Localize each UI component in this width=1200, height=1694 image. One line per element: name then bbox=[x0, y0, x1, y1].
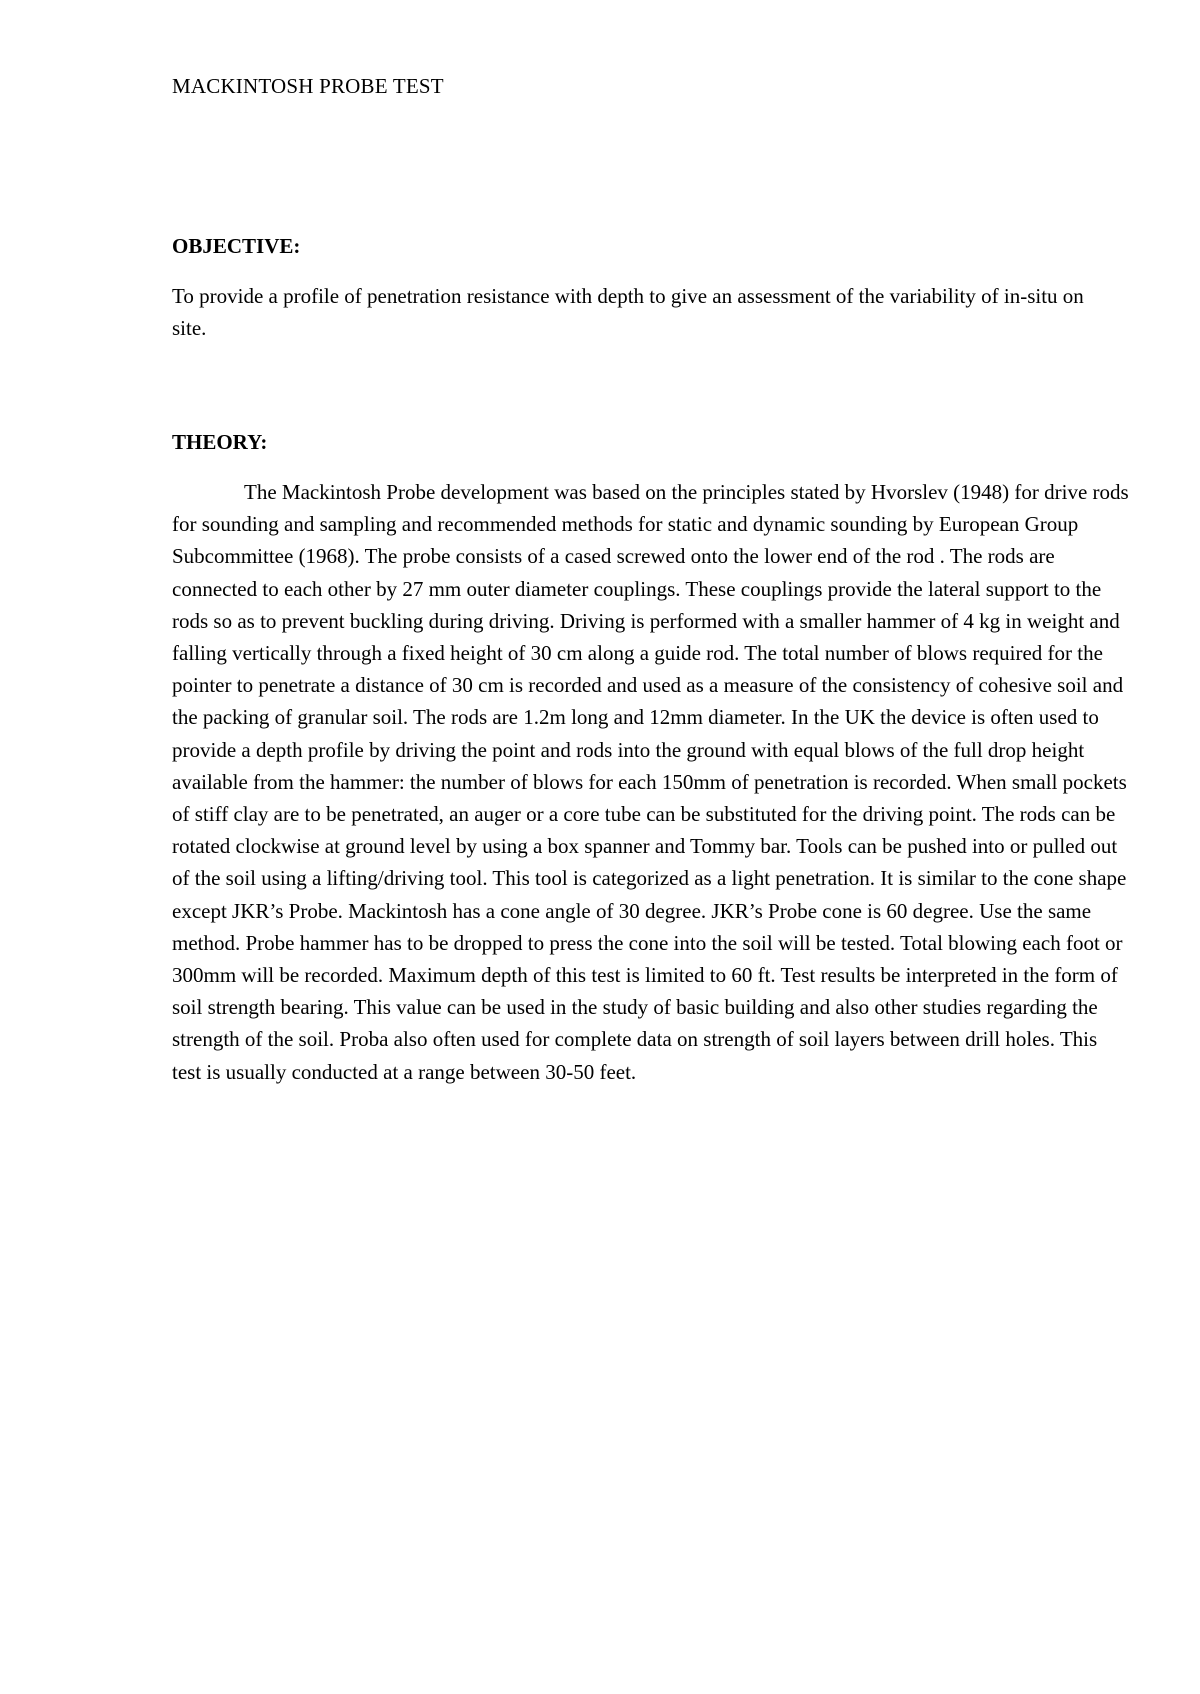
objective-heading: OBJECTIVE: bbox=[172, 234, 301, 258]
theory-heading: THEORY: bbox=[172, 430, 268, 454]
document-content bbox=[172, 70, 1129, 1088]
objective-paragraph: To provide a profile of penetration resistance with depth to give an assessment of the variability of in-situ on site. bbox=[172, 284, 1084, 340]
theory-paragraph: The Mackintosh Probe development was based on the principles stated by Hvorslev (1948) for drive rods for sounding and sampling and recommended methods for static and dynamic sounding by European Group Subcommittee (1968). The probe consists of a cased screwed onto the lower end of the rod . The rods are connected to each other by 27 mm outer diameter couplings. These couplings provide the lateral support to the rods so as to prevent buckling during driving. Driving is performed with a smaller hammer of 4 kg in weight and falling vertically through a fixed height of 30 cm along a guide rod. The total number of blows required for the pointer to penetrate a distance of 30 cm is recorded and used as a measure of the consistency of cohesive soil and the packing of granular soil. The rods are 1.2m long and 12mm diameter. In the UK the device is often used to provide a depth profile by driving the point and rods into the ground with equal blows of the full drop height available from the hammer: the number of blows for each 150mm of penetration is recorded. When small pockets of stiff clay are to be penetrated, an auger or a core tube can be substituted for the driving point. The rods can be rotated clockwise at ground level by using a box spanner and Tommy bar. Tools can be pushed into or pulled out of the soil using a lifting/driving tool. This tool is categorized as a light penetration. It is similar to the cone shape except JKR’s Probe. Mackintosh has a cone angle of 30 degree. JKR’s Probe cone is 60 degree. Use the same method. Probe hammer has to be dropped to press the cone into the soil will be tested. Total blowing each foot or 300mm will be recorded. Maximum depth of this test is limited to 60 ft. Test results be interpreted in the form of soil strength bearing. This value can be used in the study of basic building and also other studies regarding the strength of the soil. Proba also often used for complete data on strength of soil layers between drill holes. This test is usually conducted at a range between 30-50 feet. bbox=[172, 480, 1129, 1084]
document-title: MACKINTOSH PROBE TEST bbox=[172, 74, 444, 98]
